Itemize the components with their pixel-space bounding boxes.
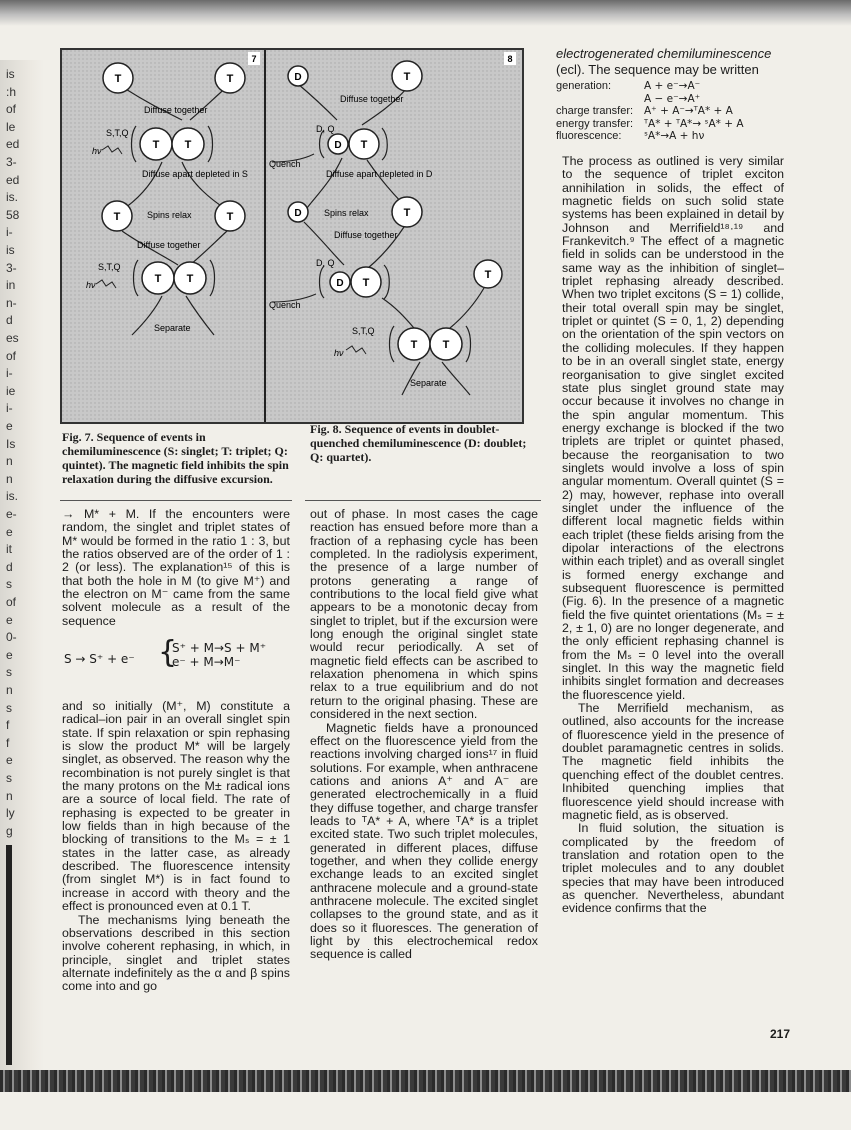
reaction-row xyxy=(556,93,796,106)
col2-para2: Magnetic fields have a pronounced effect on the fluorescence yield from the reactions involving charged ions¹⁷ in fluid solutions. For example, when anthracene cations and anions A⁺ and A⁻ are generated electrochemically in a fluid they diffuse together, and charge transfer leads to ᵀA* + A, where ᵀA* is a triplet excited state. Two such triplet molecules, generated in different places, diffuse together, and when they collide energy exchange leads to an excited singlet anthracene molecule and a ground-state anthracene molecule. The excited singlet collapses to the ground state, and as it does so it fluoresces. The generation of light by this electrochemical redox sequence is called xyxy=(310,720,538,962)
reaction-row xyxy=(556,105,796,118)
gutter-fragment: n xyxy=(6,471,13,486)
gutter-fragment: 3- xyxy=(6,260,17,275)
fig7-label-separate: Separate xyxy=(154,323,191,333)
gutter-fragment: s xyxy=(6,665,12,680)
svg-text:T: T xyxy=(113,211,121,223)
gutter-fragment: ie xyxy=(6,383,16,398)
col3-para1: The process as outlined is very similar to the sequence of triplet exciton annihilation in solids, the effect of magnetic fields on such solid state systems has been explained in detail by Johnson and Merrifield¹⁸·¹⁹ and Frankevitch.⁹ The effect of a magnetic field in solids can be understood in the same way as the inhibition of singlet–triplet rephasing already described. When two triplet excitons (S = 1) collide, their total overall spin may be singlet, triplet or quintet (S = 0, 1, 2) depending on the orientation of the spin vectors on the colliding molecules. If they happen to be in an overall singlet state, energy reorganisation to give singlet excited state plus singlet ground state may occur because it involves no change in the spin angular momentum. This energy exchange is blocked if the two triplets are triplet or quintet phased, because the reorganisation to two singlets would involve a loss of spin angular momentum. Overall quintet (S = 2) may, however, rephase into overall singlet under the influence of the different local magnetic fields within each triplet (these fields arising from the dipolar interactions of the electrons within each triplet) and as overall singlet is formed energy exchange and subsequent fluorescence is permitted (Fig. 6). In the presence of a magnetic field the five quintet orientations (Mₛ = ± 2, ± 1, 0) are no longer degenerate, and the only efficient rephasing channel is from the Mₛ = 0 level into the overall singlet. In this way the magnetic field inhibits singlet formation and decreases the fluorescence yield. xyxy=(562,154,784,702)
gutter-fragment: ly xyxy=(6,806,15,821)
svg-text:T: T xyxy=(403,71,411,83)
gutter-fragment: e xyxy=(6,524,13,539)
reaction-label: charge transfer: xyxy=(556,105,634,117)
column-2 xyxy=(310,508,538,1038)
gutter-fragment: 3- xyxy=(6,155,17,169)
svg-text:D: D xyxy=(334,140,342,151)
svg-text:hν: hν xyxy=(334,348,344,358)
fig8-label-quench: Quench xyxy=(269,159,301,169)
reaction-equation: A + e⁻→A⁻ xyxy=(644,80,701,92)
svg-text:D, Q: D, Q xyxy=(316,258,335,268)
reaction-label xyxy=(556,93,644,106)
ecl-title: electrogenerated chemiluminescence xyxy=(556,46,772,61)
gutter-fragment: le xyxy=(6,119,16,134)
gutter-fragment: i- xyxy=(6,366,13,381)
reaction-row xyxy=(556,130,796,143)
gutter-fragment: e xyxy=(6,647,13,662)
gutter-fragment: is. xyxy=(6,489,18,504)
fig7-label-spins-relax: Spins relax xyxy=(147,210,192,220)
svg-text:T: T xyxy=(403,207,411,219)
fig8-label-diffuse-together: Diffuse together xyxy=(340,94,404,104)
gutter-fragment: it xyxy=(6,542,12,557)
column-1-top xyxy=(62,508,290,640)
reaction-label: generation: xyxy=(556,80,612,92)
gutter-fragment: Is xyxy=(6,436,16,451)
reaction-row xyxy=(556,80,796,93)
gutter-bar xyxy=(6,845,12,1065)
gutter-fragment: ed xyxy=(6,137,20,152)
gutter-fragment: e xyxy=(6,419,13,433)
svg-text:T: T xyxy=(154,273,162,285)
gutter-fragment: :h xyxy=(6,84,17,99)
gutter-fragment: g xyxy=(6,823,13,838)
reaction-equation: ˢA*→A + hν xyxy=(644,130,705,142)
fig8-label-separate: Separate xyxy=(410,378,447,388)
gutter-fragment: n- xyxy=(6,295,17,310)
svg-text:T: T xyxy=(360,139,368,151)
page-number: 217 xyxy=(770,1027,791,1041)
fig8-label-diffuse-together-2: Diffuse together xyxy=(334,230,398,240)
svg-text:T: T xyxy=(184,139,192,151)
svg-text:T: T xyxy=(410,339,418,351)
gutter-fragment: 0- xyxy=(6,630,17,645)
scan-bottom-edge xyxy=(0,1070,851,1092)
gutter-fragment: s xyxy=(6,577,12,592)
svg-text:T: T xyxy=(226,211,234,223)
reaction-label: energy transfer: xyxy=(556,117,634,130)
column-3 xyxy=(562,155,784,1027)
eq-bottom: e⁻ + M→M⁻ xyxy=(172,655,241,669)
fig8-label-stq: S,T,Q xyxy=(352,326,375,336)
fig8-label-dq: D, Q xyxy=(316,124,335,134)
gutter-fragment: of xyxy=(6,348,17,363)
gutter-fragment: s xyxy=(6,771,12,785)
gutter-fragment: is. xyxy=(6,190,18,205)
fig7-label-diffuse-apart: Diffuse apart depleted in S xyxy=(142,169,248,179)
fig7-number: 7 xyxy=(251,54,257,64)
svg-text:D: D xyxy=(294,72,302,83)
gutter-fragment: s xyxy=(6,700,12,715)
scan-top-edge xyxy=(0,0,851,26)
col3-para2: The Merrifield mechanism, as outlined, also accounts for the increase of fluorescence yield in the presence of doublet paramagnetic centres in solids. The magnetic field inhibits the quenching effect of the doublet centres. Inhibited quenching implies that fluorescence yield should increase with magnetic field, as is observed. xyxy=(562,701,784,822)
fig7-label-stq: S,T,Q xyxy=(106,128,129,138)
reaction-scheme xyxy=(556,80,796,143)
fig8-label-spins-relax: Spins relax xyxy=(324,208,369,218)
svg-text:T: T xyxy=(152,139,160,151)
svg-text:D: D xyxy=(294,208,302,219)
svg-text:T: T xyxy=(442,339,450,351)
gutter-fragment: e- xyxy=(6,507,17,521)
svg-text:hν: hν xyxy=(86,280,96,290)
eq-left: S → S⁺ + e⁻ xyxy=(64,652,135,666)
gutter-fragment: es xyxy=(6,331,19,345)
gutter-fragment: of xyxy=(6,102,17,117)
fig7-caption: Fig. 7. Sequence of events in chemiluminescence (S: singlet; T: triplet; Q: quintet). The magnetic field inhibits the spin relaxation during the diffusive excursion. xyxy=(62,430,289,486)
reaction-row xyxy=(556,118,796,131)
gutter-fragment: n xyxy=(6,788,13,803)
col3-para3: In fluid solution, the situation is complicated by the freedom of translation and rotation open to the triplet molecules and to any doublet species that may have been introduced as quencher. Nevertheless, abundant evidence confirms that the xyxy=(562,821,784,916)
gutter-fragment: is xyxy=(6,67,15,81)
svg-text:T: T xyxy=(186,273,194,285)
svg-text:T: T xyxy=(114,73,122,85)
gutter-fragment: d xyxy=(6,559,13,574)
fig8-label-quench-2: Quench xyxy=(269,300,301,310)
svg-text:S,T,Q: S,T,Q xyxy=(98,262,121,272)
gutter-fragment: 58 xyxy=(6,207,20,222)
reaction-equation: A − e⁻→A⁺ xyxy=(644,92,701,105)
col1-para3: The mechanisms lying beneath the observations described in this section involve coherent rephasing, in which, in principle, singlet and triplet states alternate indefinitely as the α and β spins come into and go xyxy=(62,912,290,994)
gutter-fragment: i- xyxy=(6,225,13,240)
svg-text:T: T xyxy=(362,277,370,289)
ecl-intro xyxy=(556,46,786,78)
fig8-label-diffuse-apart: Diffuse apart depleted in D xyxy=(326,169,433,179)
figure-panel xyxy=(60,48,524,424)
fig8-number: 8 xyxy=(507,54,513,64)
caption-rule-right xyxy=(305,500,541,501)
reaction-label: fluorescence: xyxy=(556,130,622,142)
gutter-fragment: of xyxy=(6,595,17,609)
svg-text:T: T xyxy=(226,73,234,85)
gutter-fragment: e xyxy=(6,612,13,627)
ecl-title-rest: (ecl). The sequence may be written xyxy=(556,62,759,77)
gutter-fragment: ed xyxy=(6,172,20,187)
reaction-equation: ᵀA* + ᵀA*→ ˢA* + A xyxy=(644,117,744,130)
reaction-equation: A⁺ + A⁻→ᵀA* + A xyxy=(644,105,733,117)
gutter-fragment: n xyxy=(6,683,13,697)
gutter-fragment: f xyxy=(6,718,10,733)
svg-text:D: D xyxy=(336,278,344,289)
eq-brace: { xyxy=(158,635,178,670)
gutter-fragment: d xyxy=(6,313,13,328)
gutter-fragment: in xyxy=(6,278,16,293)
caption-rule-left xyxy=(60,500,292,501)
eq-top: S⁺ + M→S + M⁺ xyxy=(172,641,267,655)
gutter-fragment: e xyxy=(6,753,13,768)
svg-text:hν: hν xyxy=(92,146,102,156)
svg-text:T: T xyxy=(484,269,492,281)
col1-para2: and so initially (M⁺, M) constitute a radical–ion pair in an overall singlet spin state. If spin relaxation or spin rephasing is slow the product M* will be largely singlet, as observed. The reason why the recombination is not purely singlet is that the many protons on the M± radical ions are a source of local field. The rate of rephasing is expected to be greater in low fields than in high because of the blocking of transitions to the Mₛ = ± 1 states in the latter case, as already described. The fluorescence intensity (from singlet M*) is in fact found to increase in accord with theory and the effect is pronounced even at 0.1 T. xyxy=(62,699,290,914)
column-1-bottom xyxy=(62,700,290,1040)
col2-para1: out of phase. In most cases the cage reaction has ensued before more than a fraction of a rephasing cycle has been completed. In the radiolysis experiment, the presence of a large number of protons generating a range of contributions to the local field give what appears to be a monotonic decay from singlet to triplet, but if the excursion were long enough the original singlet state would recur periodically. A set of magnetic field effects can be ascribed to relaxation phenomena in which spins relax to a true equilibrium and do not return to the original phasing. These are considered in the next section. xyxy=(310,507,538,722)
gutter-fragment: is xyxy=(6,243,15,257)
fig7-label-diffuse-together: Diffuse together xyxy=(144,105,208,115)
fig7-label-diffuse-together-2: Diffuse together xyxy=(137,240,201,250)
fig8-caption: Fig. 8. Sequence of events in doublet-quenched chemiluminescence (D: doublet; Q: quartet). xyxy=(310,422,527,464)
gutter-fragment: i- xyxy=(6,401,13,416)
col1-para1: → M* + M. If the encounters were random, the singlet and triplet states of M* would be formed in the ratio 1 : 3, but the ratios observed are of the order of 1 : 2 (or less). The explanation¹⁵ of this is that both the hole in M (to give M⁺) and the electron on M⁻ came from the same solvent molecule as a result of the sequence xyxy=(62,507,290,628)
gutter-fragment: f xyxy=(6,735,10,750)
figure-svg xyxy=(62,50,522,422)
gutter-fragment: n xyxy=(6,454,13,469)
